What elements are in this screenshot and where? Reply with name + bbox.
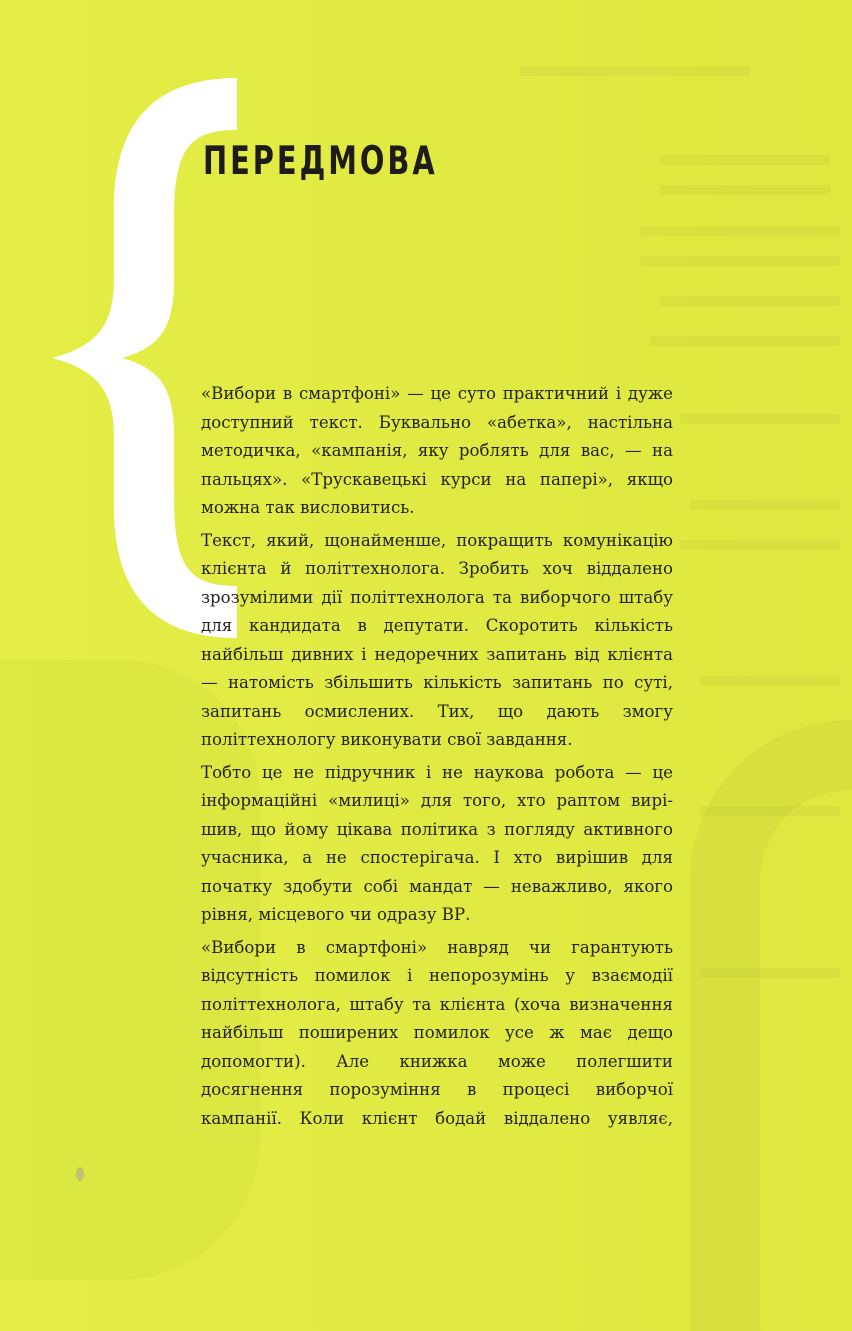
page-title: ПЕРЕДМОВА: [203, 139, 438, 184]
body-text: [201, 380, 673, 1137]
paragraph: «Вибори в смартфоні» — це суто практичний і дуже доступний текст. Буквально «абетка», настільна методичка, «кампанія, яку роблять для вас, — на пальцях». «Трускавецькі курси на папері», якщо можна так висловитись.: [201, 384, 673, 517]
paragraph: Текст, який, щонайменше, покращить комунікацію клієнта й політтехнолога. Зробить хоч віддалено зрозумілими дії політтехнолога та виборчого штабу для кандидата в депутати. Скоротить кількість найбільш дивних і недоречних запитань від клієнта — натомість збільшить кількість запитань по суті, запитань осмислених. Тих, що дають змогу політтехнологу виконувати свої завдання.: [201, 530, 673, 749]
page-speck: [76, 1167, 84, 1181]
paragraph: «Вибори в смартфоні» навряд чи гарантують відсутність помилок і непорозумінь у взаємодії політтехнолога, штабу та клієнта (хоча визначення найбільш поширених помилок усе ж має дещо допомогти). Але книжка може полегшити досягнення порозуміння в процесі виборчої кампанії. Коли клієнт бодай віддалено уявляє,: [201, 937, 673, 1128]
paragraph: Тобто це не підручник і не наукова робота — це інформаційні «милиці» для того, хто раптом вирішив, що йому цікава політика з погляду активного учасника, а не спостерігача. І хто вирішив для початку здобути собі мандат — неважливо, якого рівня, місцевого чи одразу ВР.: [201, 762, 673, 924]
